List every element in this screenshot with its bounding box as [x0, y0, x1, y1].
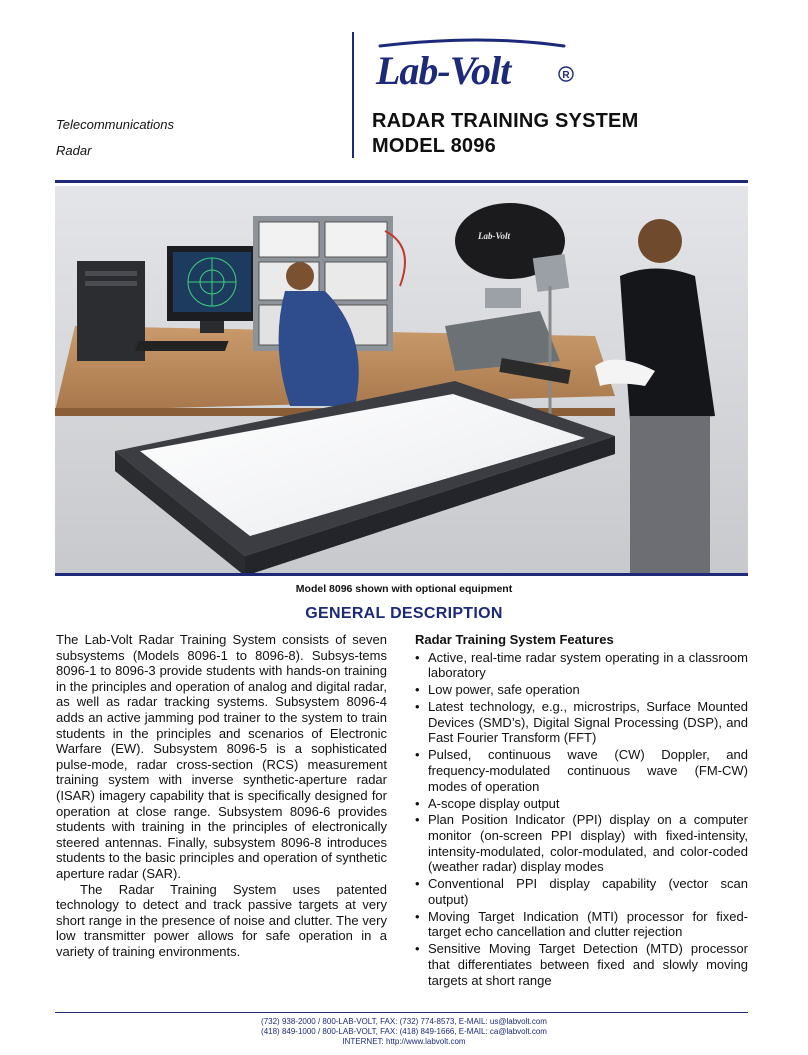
svg-text:R: R — [562, 70, 570, 81]
features-list — [415, 650, 748, 989]
features-column — [415, 632, 748, 990]
subcategory-label: Radar — [56, 143, 92, 158]
model-title: MODEL 8096 — [372, 135, 496, 157]
product-photo — [55, 186, 748, 576]
description-paragraph-2: The Radar Training System uses patented technology to detect and track passive targets at very short range in the presence of noise and clutter. The very low transmitter power allows for safe operation in a variety of training environments. — [56, 881, 387, 959]
feature-item: • Active, real-time radar system operating in a classroom laboratory — [415, 650, 748, 681]
footer-rule — [55, 1012, 748, 1013]
footer-contact-us: (732) 938-2000 / 800-LAB-VOLT, FAX: (732) 774-8573, E-MAIL: us@labvolt.com — [261, 1017, 547, 1026]
footer-website[interactable]: INTERNET: http://www.labvolt.com — [342, 1037, 466, 1046]
feature-item: • Pulsed, continuous wave (CW) Doppler, and frequency-modulated continuous wave (FM-CW) modes of operation — [415, 747, 748, 794]
feature-item: • Sensitive Moving Target Detection (MTD) processor that differentiates between fixed and slowly moving targets at short range — [415, 941, 748, 988]
monitor-logo-text: Lab-Volt — [478, 231, 511, 241]
feature-item: • Moving Target Indication (MTI) processor for fixed-target echo cancellation and clutter rejection — [415, 909, 748, 940]
feature-item: • A-scope display output — [415, 796, 748, 812]
feature-item: • Low power, safe operation — [415, 682, 748, 698]
section-heading: GENERAL DESCRIPTION — [305, 605, 503, 622]
features-title: Radar Training System Features — [415, 632, 614, 647]
description-column — [56, 632, 387, 959]
product-title: RADAR TRAINING SYSTEM — [372, 110, 639, 132]
feature-item: • Plan Position Indicator (PPI) display on a computer monitor (on-screen PPI display) with fixed-intensity, intensity-modulated, color-modulated, and color-coded (weather radar) display modes — [415, 812, 748, 874]
lab-volt-logo — [372, 38, 582, 98]
photo-caption: Model 8096 shown with optional equipment — [295, 583, 513, 595]
feature-item: • Conventional PPI display capability (vector scan output) — [415, 876, 748, 907]
footer-contact-ca: (418) 849-1000 / 800-LAB-VOLT, FAX: (418) 849-1666, E-MAIL: ca@labvolt.com — [261, 1027, 547, 1036]
feature-item: • Latest technology, e.g., microstrips, Surface Mounted Devices (SMD’s), Digital Signal Processing (DSP), and Fast Fourier Transform (FFT) — [415, 699, 748, 746]
description-paragraph-1: The Lab-Volt Radar Training System consists of seven subsystems (Models 8096-1 to 8096-8). Subsys-tems 8096-1 to 8096-3 provide students with hands-on training in the principles and operation of analog and digital radar, as well as radar tracking systems. Subsystem 8096-4 adds an active jamming pod trainer to the system to train students in the principles and scenarios of Electronic Warfare (EW). Subsystem 8096-5 is a sophisticated pulse-mode, radar cross-section (RCS) measurement training system with inverse synthetic-aperture radar (ISAR) imagery capability that is specifically designed for operation at close range. Subsystem 8096-6 provides students with training in the principles of electronically steered antennas. Finally, subsystem 8096-8 introduces students to the basic principles and operation of synthetic aperture radar (SAR). — [56, 632, 387, 881]
header-divider — [352, 32, 354, 158]
photo-bottom-rule — [55, 573, 748, 576]
category-label: Telecommunications — [56, 117, 175, 132]
brand-name: Lab-Volt — [376, 48, 511, 93]
top-rule — [55, 180, 748, 183]
